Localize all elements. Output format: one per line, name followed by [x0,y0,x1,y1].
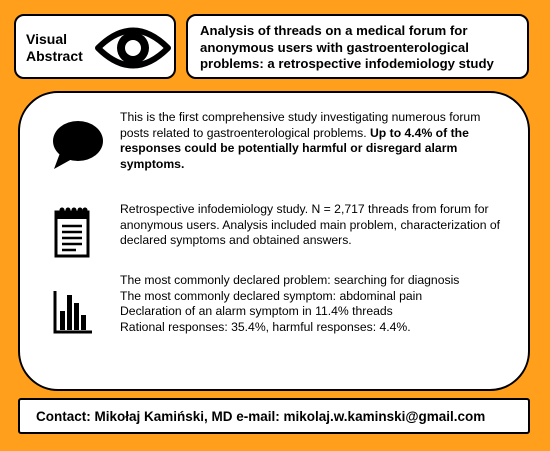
visual-abstract-label: Visual Abstract [26,31,83,64]
eye-icon [94,21,172,75]
bar-chart-icon [52,289,94,335]
page-title: Analysis of threads on a medical forum for anonymous users with gastroenterological problems: a retrospective infodemiology study [200,23,494,71]
contact-footer [18,398,530,434]
title-box [186,14,529,79]
summary-highlight: Up to 4.4% of the responses could be potentially harmful or disregard alarm symptoms. [120,125,469,171]
findings-panel [18,91,530,391]
methods-text: Retrospective infodemiology study. N = 2,717 threads from forum for anonymous users. Analysis included main problem, characterization of declared symptoms and obtained answers. [120,202,501,247]
result-line: The most commonly declared symptom: abdominal pain [120,288,423,303]
result-line: The most commonly declared problem: searching for diagnosis [120,273,460,287]
speech-bubble-icon [50,119,104,171]
result-line: Declaration of an alarm symptom in 11.4% threads [120,304,393,318]
summary-text [120,110,504,172]
summary-plain: This is the first comprehensive study investigating numerous forum posts related to gastroenterological problems. [120,110,481,140]
result-line: Rational responses: 35.4%, harmful responses: 4.4%. [120,319,411,334]
results-text [120,273,504,335]
contact-text: Contact: Mikołaj Kamiński, MD e-mail: mikolaj.w.kaminski@gmail.com [36,409,486,424]
visual-abstract-badge [14,14,176,79]
notepad-icon [54,206,90,258]
